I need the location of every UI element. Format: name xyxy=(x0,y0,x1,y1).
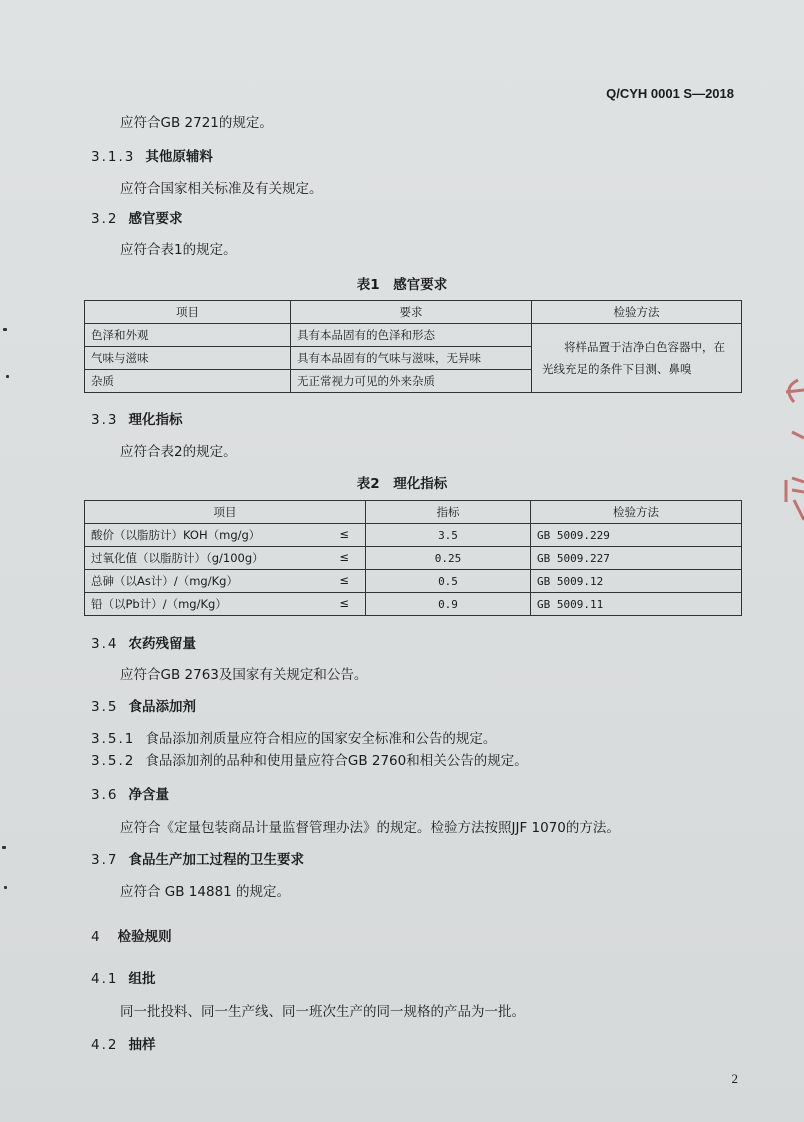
table2-header-method: 检验方法 xyxy=(531,501,742,524)
paragraph-3-7: 应符合 GB 14881 的规定。 xyxy=(120,884,291,900)
section-number: 4.2 xyxy=(91,1037,119,1053)
table-row xyxy=(85,593,742,616)
section-number: 3.5.1 xyxy=(91,731,136,747)
section-title: 食品添加剂 xyxy=(128,699,196,715)
table1-sensory xyxy=(84,300,742,393)
section-number: 3.3 xyxy=(91,412,119,428)
section-title: 抽样 xyxy=(128,1037,156,1053)
scan-speck xyxy=(2,846,6,849)
paragraph-3-4: 应符合GB 2763及国家有关规定和公告。 xyxy=(120,667,368,683)
section-number: 3.6 xyxy=(91,787,119,803)
heading-3-2 xyxy=(91,207,182,227)
table2-header-item: 项目 xyxy=(85,501,366,524)
heading-4-1 xyxy=(91,967,155,987)
leq-symbol: ≤ xyxy=(339,550,349,564)
section-title: 其他原辅料 xyxy=(145,149,213,165)
heading-3-5 xyxy=(91,695,196,715)
method-line-2: 光线充足的条件下目测、鼻嗅 xyxy=(542,362,692,376)
leq-symbol: ≤ xyxy=(339,596,349,610)
table2-cell-method: GB 5009.227 xyxy=(531,547,742,570)
stamp-fragment xyxy=(764,370,804,530)
table2-cell-item: 酸价（以脂肪计）KOH（mg/g） ≤ xyxy=(85,524,366,547)
table1-caption: 表1 感官要求 xyxy=(356,277,448,293)
table2-header-indicator: 指标 xyxy=(366,501,531,524)
section-number: 4.1 xyxy=(91,971,119,987)
heading-3-3 xyxy=(91,408,182,428)
leq-symbol: ≤ xyxy=(339,527,349,541)
table2-cell-value: 3.5 xyxy=(366,524,531,547)
table2-cell-item: 过氧化值（以脂肪计）（g/100g） ≤ xyxy=(85,547,366,570)
method-line-1: 将样品置于洁净白色容器中，在 xyxy=(564,340,725,354)
heading-4-2 xyxy=(91,1033,155,1053)
paragraph-3-5-2: 3.5.2 食品添加剂的品种和使用量应符合GB 2760和相关公告的规定。 xyxy=(91,753,528,769)
section-title: 组批 xyxy=(128,971,156,987)
table1-cell-requirement: 具有本品固有的气味与滋味，无异味 xyxy=(291,347,532,370)
paragraph-4-1: 同一批投料、同一生产线、同一班次生产的同一规格的产品为一批。 xyxy=(120,1004,525,1020)
table1-header-requirement: 要求 xyxy=(291,301,532,324)
table-row xyxy=(85,524,742,547)
heading-3-6 xyxy=(91,783,169,803)
section-title: 检验规则 xyxy=(117,929,172,945)
section-title: 感官要求 xyxy=(128,211,183,227)
table1-cell-requirement: 具有本品固有的色泽和形态 xyxy=(291,324,532,347)
table2-physicochemical xyxy=(84,500,742,616)
table2-caption: 表2 理化指标 xyxy=(356,476,448,492)
leq-symbol: ≤ xyxy=(339,573,349,587)
section-number: 3.5 xyxy=(91,699,119,715)
section-number: 3.7 xyxy=(91,852,119,868)
section-title: 理化指标 xyxy=(128,412,183,428)
paragraph-3-5-1: 3.5.1 食品添加剂质量应符合相应的国家安全标准和公告的规定。 xyxy=(91,731,497,747)
table-row xyxy=(85,547,742,570)
table-row xyxy=(85,570,742,593)
section-number: 3.5.2 xyxy=(91,753,136,769)
section-title: 净含量 xyxy=(128,787,169,803)
table1-cell-item: 色泽和外观 xyxy=(85,324,291,347)
heading-3-4 xyxy=(91,632,196,652)
section-title: 农药残留量 xyxy=(128,636,196,652)
section-number: 3.4 xyxy=(91,636,119,652)
table2-cell-item: 总砷（以As计）/（mg/Kg） ≤ xyxy=(85,570,366,593)
standard-code: Q/CYH 0001 S—2018 xyxy=(606,86,734,101)
scan-speck xyxy=(6,375,9,378)
table1-cell-method xyxy=(532,324,742,393)
table2-cell-value: 0.9 xyxy=(366,593,531,616)
table2-cell-method: GB 5009.11 xyxy=(531,593,742,616)
heading-3-1-3 xyxy=(91,145,213,165)
heading-4 xyxy=(91,925,172,945)
table2-cell-value: 0.25 xyxy=(366,547,531,570)
table2-cell-method: GB 5009.12 xyxy=(531,570,742,593)
paragraph-3-1-3: 应符合国家相关标准及有关规定。 xyxy=(120,181,323,197)
table1-cell-item: 气味与滋味 xyxy=(85,347,291,370)
scan-speck xyxy=(3,328,7,331)
scan-speck xyxy=(4,886,7,889)
table2-cell-item: 铅（以Pb计）/（mg/Kg） ≤ xyxy=(85,593,366,616)
table1-header-method: 检验方法 xyxy=(532,301,742,324)
paragraph-3-6: 应符合《定量包装商品计量监督管理办法》的规定。检验方法按照JJF 1070的方法。 xyxy=(120,820,620,836)
section-number: 3.2 xyxy=(91,211,119,227)
section-number: 4 xyxy=(91,929,102,945)
paragraph-gb2721: 应符合GB 2721的规定。 xyxy=(120,115,273,131)
paragraph-3-3: 应符合表2的规定。 xyxy=(120,444,237,460)
table1-cell-item: 杂质 xyxy=(85,370,291,393)
section-title: 食品生产加工过程的卫生要求 xyxy=(128,852,304,868)
table1-cell-requirement: 无正常视力可见的外来杂质 xyxy=(291,370,532,393)
section-number: 3.1.3 xyxy=(91,149,136,165)
page-number: 2 xyxy=(731,1071,738,1086)
heading-3-7 xyxy=(91,848,304,868)
table2-cell-value: 0.5 xyxy=(366,570,531,593)
table2-cell-method: GB 5009.229 xyxy=(531,524,742,547)
table1-header-item: 项目 xyxy=(85,301,291,324)
paragraph-3-2: 应符合表1的规定。 xyxy=(120,242,237,258)
table-row xyxy=(85,324,742,347)
